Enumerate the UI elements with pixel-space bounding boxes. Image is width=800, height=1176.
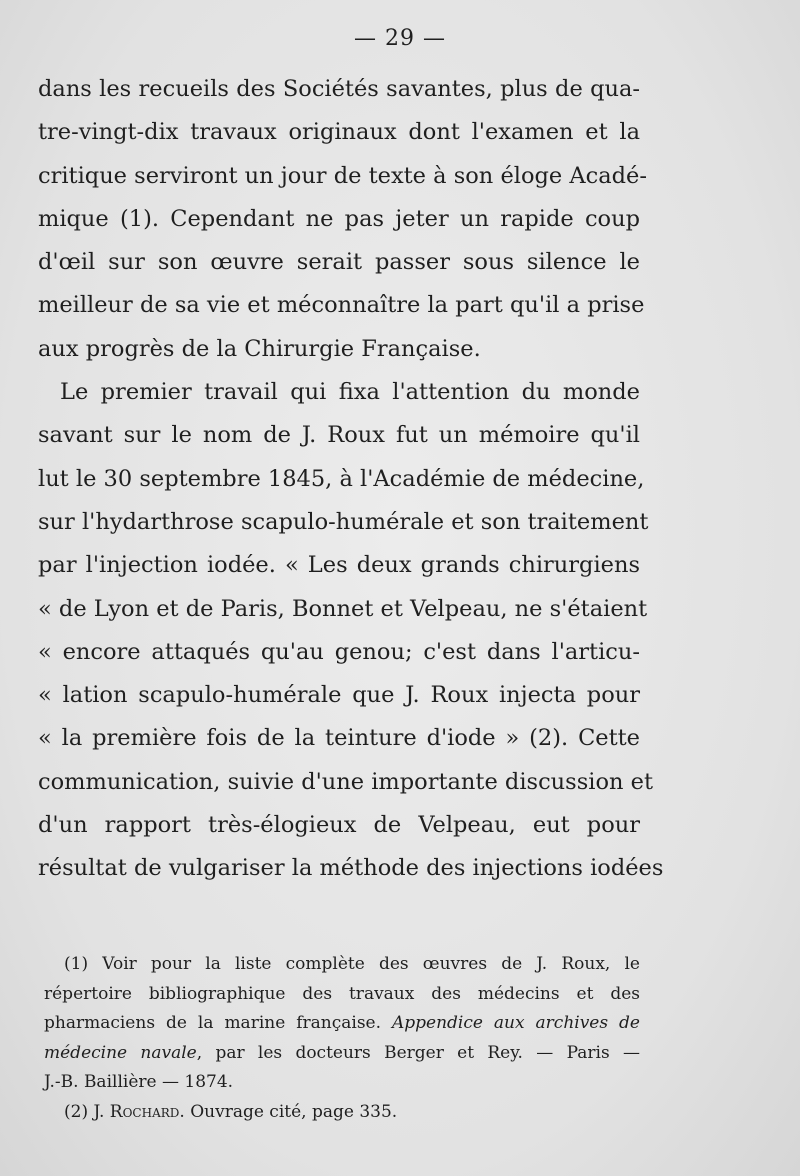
body-line: meilleur de sa vie et méconnaître la part qu'il a prise bbox=[38, 292, 645, 319]
body-line: mique (1). Cependant ne pas jeter un rapide coup bbox=[38, 205, 640, 232]
footnote-text: pharmaciens de la marine française. bbox=[44, 1013, 392, 1033]
body-line: « lation scapulo-humérale que J. Roux injecta pour bbox=[38, 682, 640, 709]
footnote-1: (1) Voir pour la liste complète des œuvres de J. Roux, le bbox=[64, 954, 640, 974]
footnote-1-line bbox=[44, 1009, 640, 1039]
footnote-1-line: J.-B. Baillière — 1874. bbox=[44, 1072, 234, 1092]
body-line: Le premier travail qui fixa l'attention du monde bbox=[60, 379, 640, 406]
body-line: critique serviront un jour de texte à son éloge Acadé- bbox=[38, 162, 647, 189]
body-line: d'œil sur son œuvre serait passer sous silence le bbox=[38, 249, 640, 276]
page-number: — 29 — bbox=[354, 26, 446, 51]
footnote-italic-title: médecine navale bbox=[44, 1042, 197, 1063]
body-line: lut le 30 septembre 1845, à l'Académie de médecine, bbox=[38, 465, 645, 492]
body-line: savant sur le nom de J. Roux fut un mémoire qu'il bbox=[38, 422, 640, 449]
body-line: tre-vingt-dix travaux originaux dont l'examen et la bbox=[38, 119, 640, 146]
footnote-text: (2) J. bbox=[64, 1101, 110, 1122]
body-line: « encore attaqués qu'au genou; c'est dans l'articu- bbox=[38, 638, 640, 665]
body-line: dans les recueils des Sociétés savantes, plus de qua- bbox=[38, 76, 640, 102]
body-line: communication, suivie d'une importante discussion et bbox=[38, 768, 654, 795]
footnote-text: , par les docteurs Berger et Rey. — Paris — bbox=[196, 1042, 640, 1063]
body-line: par l'injection iodée. « Les deux grands chirurgiens bbox=[38, 552, 640, 579]
body-line: résultat de vulgariser la méthode des injections iodées bbox=[38, 855, 664, 882]
footnotes bbox=[44, 950, 640, 1127]
footnote-text: . Ouvrage cité, page 335. bbox=[179, 1101, 398, 1122]
footnote-1-line: répertoire bibliographique des travaux des médecins et des bbox=[44, 983, 640, 1004]
body-line: d'un rapport très-élogieux de Velpeau, eut pour bbox=[38, 812, 640, 839]
body-line: aux progrès de la Chirurgie Française. bbox=[38, 335, 481, 362]
body-text bbox=[38, 68, 664, 891]
body-line: « de Lyon et de Paris, Bonnet et Velpeau, ne s'étaient bbox=[38, 595, 648, 622]
footnote-1-line bbox=[44, 1039, 640, 1069]
body-line: sur l'hydarthrose scapulo-humérale et son traitement bbox=[38, 508, 649, 535]
footnote-author: Rochard bbox=[109, 1101, 180, 1122]
footnote-italic-title: Appendice aux archives de bbox=[391, 1013, 640, 1033]
body-line: « la première fois de la teinture d'iode » (2). Cette bbox=[38, 725, 640, 752]
footnote-2 bbox=[44, 1098, 640, 1128]
